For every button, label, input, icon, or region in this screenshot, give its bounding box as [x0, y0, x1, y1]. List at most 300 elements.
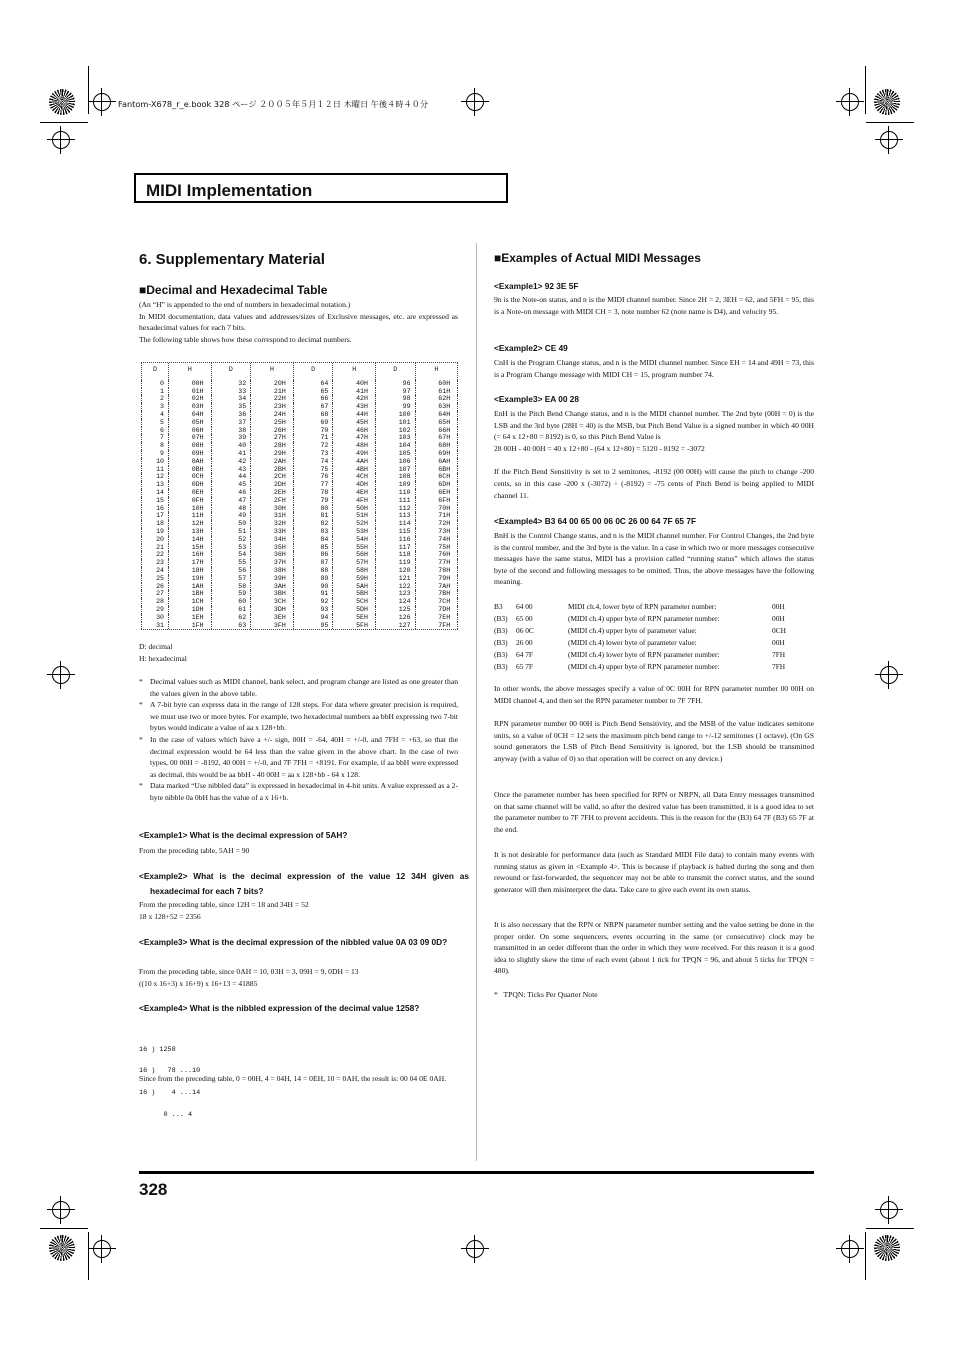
- table-row: [142, 505, 459, 513]
- message-cell: (MIDI ch.4) upper byte of parameter value:: [568, 626, 697, 635]
- table-cell: 99: [402, 403, 411, 411]
- table-cell: 105: [398, 449, 411, 457]
- table-row: [142, 614, 459, 622]
- table-cell: 36H: [273, 551, 286, 559]
- table-cell: 7BH: [438, 590, 451, 598]
- table-cell: 92: [320, 598, 329, 606]
- table-row: [142, 551, 459, 559]
- intro-text: (An “H” is appended to the end of numbers in hexadecimal notation.) In MIDI documentation, data values and addresses/sizes of Exclusive messages, etc. are expressed as hexadecimal values for each 7 bits. The following table shows how these correspond to decimal numbers.: [139, 300, 458, 344]
- crosshair-icon: [466, 93, 484, 111]
- crosshair-icon: [52, 666, 70, 684]
- table-cell: 1CH: [191, 598, 204, 606]
- crosshair-icon: [466, 1240, 484, 1258]
- table-cell: 7CH: [438, 598, 451, 606]
- table-cell: 75H: [438, 543, 451, 551]
- table-cell: 57: [238, 574, 247, 582]
- table-cell: 0CH: [191, 473, 204, 481]
- table-cell: 81: [320, 512, 329, 520]
- table-cell: 90: [320, 582, 329, 590]
- table-cell: 52: [238, 535, 247, 543]
- table-cell: 41H: [356, 387, 368, 395]
- table-cell: 83: [320, 527, 329, 535]
- header-title: MIDI Implementation: [146, 181, 313, 200]
- message-table: [494, 601, 812, 673]
- table-cell: 5CH: [356, 598, 368, 606]
- message-cell: (B3): [494, 638, 508, 647]
- table-row: [142, 520, 459, 528]
- table-cell: 103: [398, 434, 411, 442]
- message-cell: B3: [494, 602, 503, 611]
- table-cell: 52H: [356, 520, 368, 528]
- table-cell: 123: [398, 590, 411, 598]
- table-cell: 69H: [438, 449, 451, 457]
- table-row: [142, 434, 459, 442]
- table-cell: 95: [320, 621, 329, 629]
- right-example2-text: CnH is the Program Change status, and n is the MIDI channel number. Since EH = 14 and 49H = 73, this is a Program Change message with MIDI CH = 15, program number 74.: [494, 358, 814, 379]
- message-cell: 00H: [772, 614, 785, 623]
- table-cell: 57H: [356, 559, 368, 567]
- table-cell: 24: [156, 566, 164, 574]
- table-cell: 4BH: [356, 465, 368, 473]
- message-cell: 0CH: [772, 626, 786, 635]
- table-cell: 31H: [273, 512, 286, 520]
- message-row: [494, 601, 812, 613]
- crosshair-icon: [93, 93, 111, 111]
- table-cell: 6DH: [438, 481, 451, 489]
- table-cell: 38H: [273, 566, 286, 574]
- left-example2-text: From the preceding table, since 12H = 18 and 34H = 52 18 x 128+52 = 2356: [139, 900, 309, 921]
- table-cell: 44H: [356, 410, 368, 418]
- table-cell: 79H: [438, 574, 451, 582]
- table-cell: 13H: [191, 527, 204, 535]
- message-row: [494, 649, 812, 661]
- table-row: [142, 489, 459, 497]
- table-cell: 04H: [191, 410, 204, 418]
- table-cell: 70H: [438, 504, 451, 512]
- table-cell: 26H: [273, 426, 286, 434]
- table-cell: 56: [238, 566, 247, 574]
- table-cell: 5: [160, 418, 164, 426]
- message-cell: MIDI ch.4, lower byte of RPN parameter number:: [568, 602, 717, 611]
- crosshair-icon: [880, 131, 898, 149]
- printer-header: Fantom-X678_r_e.book 328 ページ ２００５年５月１２日 木曜日 午後４時４０分: [118, 99, 429, 109]
- left-example4-result: Since from the preceding table, 0 = 00H, 4 = 04H, 14 = 0EH, 10 = 0AH, the result is: 00 04 0E 0AH.: [139, 1074, 447, 1083]
- table-cell: 110: [398, 488, 411, 496]
- message-row: [494, 625, 812, 637]
- table-cell: 35H: [273, 543, 286, 551]
- table-cell: 120: [398, 566, 411, 574]
- table-cell: 1FH: [191, 621, 204, 629]
- table-cell: 16: [156, 504, 164, 512]
- table-row: [142, 411, 459, 419]
- table-cell: 09H: [191, 449, 204, 457]
- table-header-row: D H D H D H D H: [153, 366, 439, 373]
- table-cell: 7DH: [438, 605, 451, 613]
- message-cell: (MIDI ch.4) upper byte of RPN parameter number:: [568, 614, 720, 623]
- table-cell: 19: [156, 527, 164, 535]
- table-cell: 46: [238, 488, 247, 496]
- legend-decimal: D: decimal: [139, 642, 173, 651]
- table-cell: 44: [238, 473, 247, 481]
- table-cell: 116: [398, 535, 411, 543]
- table-cell: 45: [238, 481, 247, 489]
- table-cell: 5FH: [356, 621, 368, 629]
- table-cell: 17H: [191, 559, 204, 567]
- table-cell: 20H: [273, 379, 286, 387]
- table-cell: 68H: [438, 442, 451, 450]
- table-cell: 118: [398, 551, 411, 559]
- table-cell: 68: [320, 410, 329, 418]
- table-cell: 72H: [438, 520, 451, 528]
- table-cell: 94: [320, 613, 329, 621]
- table-cell: 3FH: [273, 621, 286, 629]
- message-cell: 64 00: [516, 602, 533, 611]
- table-cell: 96: [402, 379, 411, 387]
- table-cell: 77: [320, 481, 329, 489]
- table-row: [142, 442, 459, 450]
- table-cell: 63H: [438, 403, 451, 411]
- table-cell: 114: [398, 520, 411, 528]
- table-cell: 93: [320, 605, 329, 613]
- table-cell: 03H: [191, 403, 204, 411]
- table-cell: 7EH: [438, 613, 451, 621]
- table-cell: 3: [160, 403, 164, 411]
- table-cell: 34H: [273, 535, 286, 543]
- table-row: [142, 419, 459, 427]
- table-row: [142, 380, 459, 388]
- table-cell: 50: [238, 520, 247, 528]
- table-cell: 65H: [438, 418, 451, 426]
- message-row: [494, 661, 812, 673]
- table-cell: 85: [320, 543, 329, 551]
- table-cell: 82: [320, 520, 329, 528]
- table-cell: 47H: [356, 434, 368, 442]
- table-row: [142, 395, 459, 403]
- message-cell: (MIDI ch.4) upper byte of RPN parameter number:: [568, 662, 720, 671]
- table-cell: 65: [320, 387, 329, 395]
- table-cell: 127: [398, 621, 411, 629]
- table-cell: 49H: [356, 449, 368, 457]
- table-cell: 32: [238, 379, 247, 387]
- table-cell: 21: [156, 543, 164, 551]
- table-cell: 26: [156, 582, 164, 590]
- right-para-4: It is not desirable for performance data (such as Standard MIDI File data) to contain many events with running status as given in <Example 4>. This is because if playback is halted during the song and then rewound or fast-forwarded, the sequencer may not be able to transmit the correct status, and the sound generator will then misinterpret the data. Take care to give each event its own status.: [494, 850, 814, 894]
- table-row: [142, 622, 459, 630]
- table-cell: 2: [160, 395, 164, 403]
- table-cell: 07H: [191, 434, 204, 442]
- table-cell: 2CH: [273, 473, 286, 481]
- table-cell: 6BH: [438, 465, 451, 473]
- table-cell: 01H: [191, 387, 204, 395]
- right-example1-title: <Example1> 92 3E 5F: [494, 281, 579, 291]
- table-cell: 73: [320, 449, 329, 457]
- table-cell: 104: [398, 442, 411, 450]
- right-para-2: RPN parameter number 00 00H is Pitch Bend Sensitivity, and the MSB of the value indicates semitone units, so a value of 0CH = 12 sets the maximum pitch bend range to +/-12 semitones (1 octave). (On GS sound generators the LSB of Pitch Bend Sensitivity is ignored, but the LSB should be transmitted anyway (with a value of 0) so that operation will be correct on any device.): [494, 719, 814, 763]
- table-cell: 5AH: [356, 582, 368, 590]
- left-example3-title: <Example3> What is the decimal expression of the nibbled value 0A 03 09 0D?: [139, 937, 448, 947]
- table-cell: 6: [160, 426, 164, 434]
- table-cell: 0AH: [191, 457, 204, 465]
- division-working: 16 ) 1258 16 ) 78 ...10 16 ) 4 ...14 0 ... 4: [139, 1045, 201, 1120]
- table-cell: 69: [320, 418, 329, 426]
- table-cell: 48: [238, 504, 247, 512]
- table-row: [142, 567, 459, 575]
- table-cell: 107: [398, 465, 411, 473]
- right-example4-title: <Example4> B3 64 00 65 00 06 0C 26 00 64 7F 65 7F: [494, 516, 697, 526]
- footnote: * Data marked “Use nibbled data” is expressed in hexadecimal in 4-bit units. A value expressed as a 2-byte nibble 0a 0bH has the value of a x 16+b.: [139, 781, 458, 802]
- table-cell: 66: [320, 395, 329, 403]
- table-cell: 5DH: [356, 605, 368, 613]
- table-cell: 34: [238, 395, 247, 403]
- table-cell: 60H: [438, 379, 451, 387]
- table-cell: 28: [156, 598, 164, 606]
- table-cell: 55H: [356, 543, 368, 551]
- message-cell: 26 00: [516, 638, 533, 647]
- message-cell: (B3): [494, 626, 508, 635]
- table-cell: 98: [402, 395, 411, 403]
- table-cell: 122: [398, 582, 411, 590]
- table-cell: 0FH: [191, 496, 204, 504]
- table-row: [142, 598, 459, 606]
- message-cell: (B3): [494, 614, 508, 623]
- table-cell: 3AH: [273, 582, 286, 590]
- table-cell: 80: [320, 504, 329, 512]
- table-cell: 0EH: [191, 488, 204, 496]
- table-row: [142, 427, 459, 435]
- table-cell: 17: [156, 512, 164, 520]
- table-cell: 15H: [191, 543, 204, 551]
- table-cell: 89: [320, 574, 329, 582]
- table-row: [142, 512, 459, 520]
- table-cell: 7AH: [438, 582, 451, 590]
- table-cell: 5EH: [356, 613, 368, 621]
- table-cell: 117: [398, 543, 411, 551]
- table-cell: 48H: [356, 442, 368, 450]
- table-row: [142, 559, 459, 567]
- table-cell: 43: [238, 465, 247, 473]
- table-cell: 79: [320, 496, 329, 504]
- table-cell: 1EH: [191, 613, 204, 621]
- table-row: [142, 583, 459, 591]
- crosshair-icon: [880, 666, 898, 684]
- table-row: [142, 544, 459, 552]
- table-row: [142, 575, 459, 583]
- legend-hexadecimal: H: hexadecimal: [139, 654, 187, 663]
- message-cell: 7FH: [772, 650, 786, 659]
- table-cell: 05H: [191, 418, 204, 426]
- bottom-rule: [139, 1171, 814, 1174]
- table-cell: 27: [156, 590, 164, 598]
- registration-star-icon: [49, 89, 75, 115]
- table-cell: 58H: [356, 566, 368, 574]
- crosshair-icon: [841, 93, 859, 111]
- table-cell: 112: [398, 504, 411, 512]
- table-cell: 29: [156, 605, 164, 613]
- table-cell: 40: [238, 442, 247, 450]
- message-cell: 65 7F: [516, 662, 534, 671]
- table-cell: 30: [156, 613, 164, 621]
- table-cell: 06H: [191, 426, 204, 434]
- table-cell: 38: [238, 426, 247, 434]
- table-cell: 75: [320, 465, 329, 473]
- table-cell: 3BH: [273, 590, 286, 598]
- table-cell: 3CH: [273, 598, 286, 606]
- table-row: [142, 450, 459, 458]
- table-cell: 70: [320, 426, 329, 434]
- registration-star-icon: [874, 1235, 900, 1261]
- footnote: * In the case of values which have a +/- sign, 00H = -64, 40H = +/-0, and 7FH = +63, so that the decimal expression would be 64 less than the value given in the above chart. In the case of two types, 00 00H = -8192, 40 00H = +/-0, and 7F 7FH = +8191. For example, if aa bbH were expressed as decimal, this would be aa bbH - 40 00H = aa x 128+bb - 64 x 128.: [139, 734, 458, 779]
- table-cell: 22: [156, 551, 164, 559]
- footnotes: [139, 676, 458, 804]
- table-cell: 42H: [356, 395, 368, 403]
- table-cell: 1: [160, 387, 164, 395]
- table-cell: 91: [320, 590, 329, 598]
- footnote: * A 7-bit byte can express data in the range of 128 steps. For data where greater precision is required, we must use two or more bytes. For example, two hexadecimal numbers aa bbH expressing two 7-bit bytes would indicate a value of aa x 128+bb.: [139, 700, 458, 733]
- table-cell: 126: [398, 613, 411, 621]
- table-cell: 121: [398, 574, 411, 582]
- table-cell: 59: [238, 590, 247, 598]
- table-cell: 15: [156, 496, 164, 504]
- table-cell: 13: [156, 481, 164, 489]
- page-number: 328: [139, 1180, 168, 1199]
- table-cell: 31: [156, 621, 164, 629]
- message-cell: (B3): [494, 662, 508, 671]
- table-cell: 74H: [438, 535, 451, 543]
- table-cell: 113: [398, 512, 411, 520]
- table-cell: 4FH: [356, 496, 368, 504]
- table-cell: 39: [238, 434, 247, 442]
- table-cell: 101: [398, 418, 411, 426]
- crosshair-icon: [52, 131, 70, 149]
- table-cell: 67: [320, 403, 329, 411]
- table-cell: 108: [398, 473, 411, 481]
- message-cell: 06 0C: [516, 626, 534, 635]
- table-cell: 36: [238, 410, 247, 418]
- table-cell: 25: [156, 574, 164, 582]
- message-cell: (MIDI ch.4) lower byte of parameter value:: [568, 638, 697, 647]
- crosshair-icon: [93, 1240, 111, 1258]
- table-cell: 45H: [356, 418, 368, 426]
- left-example4-title: <Example4> What is the nibbled expression of the decimal value 1258?: [139, 1003, 420, 1013]
- table-cell: 47: [238, 496, 247, 504]
- table-cell: 40H: [356, 379, 368, 387]
- table-cell: 100: [398, 410, 411, 418]
- right-para-3: Once the parameter number has been specified for RPN or NRPN, all Data Entry messages transmitted on that same channel will be valid, so after the desired value has been transmitted, it is a good idea to set the parameter number to 7F 7FH to prevent accidents. This is the reason for the (B3) 64 7F (B3) 65 7F at the end.: [494, 790, 814, 834]
- table-cell: 73H: [438, 527, 451, 535]
- table-cell: 2DH: [273, 481, 286, 489]
- table-cell: 2FH: [273, 496, 286, 504]
- table-cell: 28H: [273, 442, 286, 450]
- table-cell: 10: [156, 457, 164, 465]
- table-cell: 66H: [438, 426, 451, 434]
- table-cell: 67H: [438, 434, 451, 442]
- table-cell: 42: [238, 457, 247, 465]
- table-row: [142, 497, 459, 505]
- table-cell: 77H: [438, 559, 451, 567]
- table-cell: 12: [156, 473, 164, 481]
- table-cell: 0: [160, 379, 164, 387]
- table-cell: 2EH: [273, 488, 286, 496]
- table-cell: 62: [238, 613, 247, 621]
- table-cell: 7: [160, 434, 164, 442]
- decimal-hex-table: [141, 362, 458, 630]
- right-para-1: In other words, the above messages specify a value of 0C 00H for RPN parameter number 00 00H on MIDI channel 4, and then set the RPN parameter number to 7F 7FH.: [494, 684, 814, 705]
- table-cell: 111: [398, 496, 411, 504]
- table-cell: 63: [238, 621, 247, 629]
- table-cell: 2AH: [273, 457, 286, 465]
- table-row: [142, 388, 459, 396]
- left-example1-title: <Example1> What is the decimal expression of 5AH?: [139, 830, 348, 840]
- table-cell: 23H: [273, 403, 286, 411]
- message-cell: 00H: [772, 602, 785, 611]
- table-cell: 22H: [273, 395, 286, 403]
- table-cell: 41: [238, 449, 247, 457]
- table-cell: 119: [398, 559, 411, 567]
- right-example4-text: BnH is the Control Change status, and n is the MIDI channel number. For Control Changes, the 2nd byte is the control number, and the 3rd byte is the value. In a case in which two or more messages consecutive messages have the same status, MIDI has a provision called “running status” which allows the status byte of the second and following messages to be omitted. Thus, the above messages have the following meaning.: [494, 531, 814, 587]
- table-cell: 18: [156, 520, 164, 528]
- table-cell: 12H: [191, 520, 204, 528]
- table-cell: 1AH: [191, 582, 204, 590]
- table-cell: 76: [320, 473, 329, 481]
- table-cell: 87: [320, 559, 329, 567]
- table-cell: 62H: [438, 395, 451, 403]
- table-cell: 19H: [191, 574, 204, 582]
- table-cell: 2BH: [273, 465, 286, 473]
- table-cell: 71: [320, 434, 329, 442]
- table-cell: 54: [238, 551, 247, 559]
- table-cell: 08H: [191, 442, 204, 450]
- left-example1-text: From the preceding table, 5AH = 90: [139, 846, 250, 855]
- table-cell: 8: [160, 442, 164, 450]
- registration-star-icon: [49, 1235, 75, 1261]
- table-cell: 10H: [191, 504, 204, 512]
- table-cell: 4EH: [356, 488, 368, 496]
- table-cell: 64H: [438, 410, 451, 418]
- table-cell: 53: [238, 543, 247, 551]
- table-cell: 20: [156, 535, 164, 543]
- table-cell: 4CH: [356, 473, 368, 481]
- table-cell: 33: [238, 387, 247, 395]
- message-cell: (MIDI ch.4) lower byte of RPN parameter number:: [568, 650, 720, 659]
- table-cell: 46H: [356, 426, 368, 434]
- table-row: [142, 466, 459, 474]
- table-cell: 7FH: [438, 621, 451, 629]
- table-cell: 124: [398, 598, 411, 606]
- message-cell: 7FH: [772, 662, 786, 671]
- column-divider: [476, 243, 477, 1161]
- table-cell: 30H: [273, 504, 286, 512]
- examples-title: ■Examples of Actual MIDI Messages: [494, 251, 701, 265]
- table-cell: 18H: [191, 566, 204, 574]
- message-cell: (B3): [494, 650, 508, 659]
- table-cell: 72: [320, 442, 329, 450]
- table-cell: 3DH: [273, 605, 286, 613]
- table-cell: 102: [398, 426, 411, 434]
- registration-star-icon: [874, 89, 900, 115]
- table-cell: 115: [398, 527, 411, 535]
- table-cell: 50H: [356, 504, 368, 512]
- right-example3-title: <Example3> EA 00 28: [494, 394, 580, 404]
- footnote: * Decimal values such as MIDI channel, bank select, and program change are listed as one greater than the values given in the above table.: [139, 677, 458, 698]
- table-cell: 60: [238, 598, 247, 606]
- table-cell: 39H: [273, 574, 286, 582]
- dec-hex-title: ■Decimal and Hexadecimal Table: [139, 283, 328, 297]
- table-cell: 6FH: [438, 496, 451, 504]
- table-cell: 1DH: [191, 605, 204, 613]
- table-cell: 64: [320, 379, 329, 387]
- section-title: 6. Supplementary Material: [139, 251, 325, 268]
- table-cell: 25H: [273, 418, 286, 426]
